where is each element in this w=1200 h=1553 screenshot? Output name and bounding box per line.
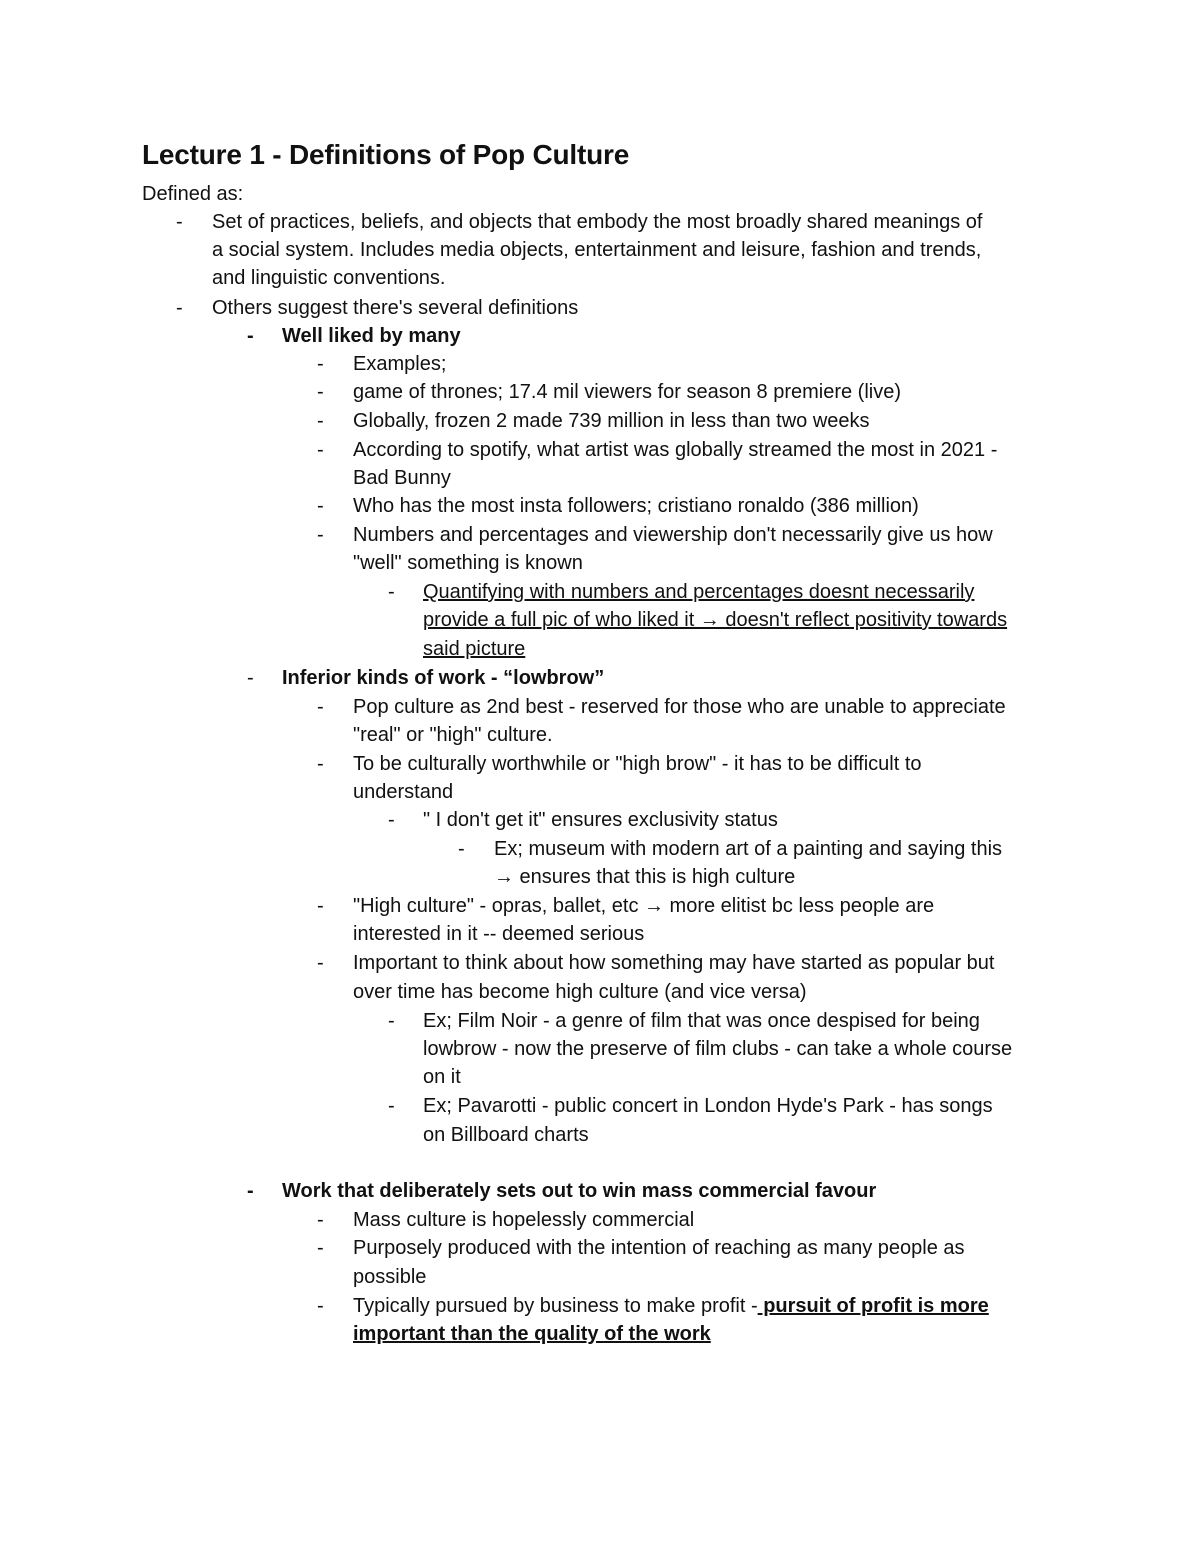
list-item-pavarotti-line-2: on Billboard charts <box>423 1124 589 1146</box>
list-item-numbers-line-1: Numbers and percentages and viewership don't necessarily give us how <box>353 524 993 546</box>
bullet-dash: - <box>176 297 183 319</box>
bullet-dash: - <box>317 410 324 432</box>
list-item-dont-get: " I don't get it" ensures exclusivity status <box>423 809 778 831</box>
list-item-pavarotti-line-1: Ex; Pavarotti - public concert in London Hyde's Park - has songs <box>423 1095 993 1117</box>
bullet-dash: - <box>317 1295 324 1317</box>
list-item-second-best-line-1: Pop culture as 2nd best - reserved for those who are unable to appreciate <box>353 696 1006 718</box>
list-item-quantifying-line-3: said picture <box>423 638 526 660</box>
section-heading-commercial: Work that deliberately sets out to win mass commercial favour <box>282 1180 877 1202</box>
bullet-dash: - <box>458 838 465 860</box>
list-item-film-noir-line-3: on it <box>423 1066 461 1088</box>
list-item-typically-line-1 <box>353 1292 989 1321</box>
bullet-dash: - <box>247 667 254 689</box>
definition-1-line-3: and linguistic conventions. <box>212 267 446 289</box>
bullet-dash: - <box>317 495 324 517</box>
list-item-second-best-line-2: "real" or "high" culture. <box>353 724 553 746</box>
list-item-worthwhile-line-1: To be culturally worthwhile or "high brow" - it has to be difficult to <box>353 753 922 775</box>
list-item-frozen: Globally, frozen 2 made 739 million in less than two weeks <box>353 410 870 432</box>
list-item-purposely-line-2: possible <box>353 1266 427 1288</box>
list-item-important-line-2: over time has become high culture (and vice versa) <box>353 981 807 1003</box>
bullet-dash: - <box>317 1237 324 1259</box>
list-item-film-noir-line-2: lowbrow - now the preserve of film clubs - can take a whole course <box>423 1038 1013 1060</box>
list-item-typically-emphasis-1: pursuit of profit is more <box>757 1295 989 1317</box>
list-item-quantifying-line-2: provide a full pic of who liked it → doesn't reflect positivity towards <box>423 609 1008 631</box>
bullet-dash: - <box>176 211 183 233</box>
list-item-typically-emphasis-2: important than the quality of the work <box>353 1323 711 1345</box>
bullet-dash: - <box>317 1209 324 1231</box>
bullet-dash: - <box>317 952 324 974</box>
bullet-dash: - <box>317 439 324 461</box>
bullet-dash: - <box>247 325 254 347</box>
list-item-worthwhile-line-2: understand <box>353 781 454 803</box>
list-item-insta: Who has the most insta followers; cristiano ronaldo (386 million) <box>353 495 919 517</box>
list-item-museum-line-1: Ex; museum with modern art of a painting and saying this <box>494 838 1003 860</box>
section-heading-well-liked: Well liked by many <box>282 325 461 347</box>
list-item-examples: Examples; <box>353 353 447 375</box>
bullet-dash: - <box>317 381 324 403</box>
definition-2: Others suggest there's several definitions <box>212 297 579 319</box>
definition-1-line-2: a social system. Includes media objects, entertainment and leisure, fashion and trends, <box>212 239 982 261</box>
list-item-mass: Mass culture is hopelessly commercial <box>353 1209 695 1231</box>
list-item-spotify-line-1: According to spotify, what artist was globally streamed the most in 2021 - <box>353 439 998 461</box>
bullet-dash: - <box>388 1095 395 1117</box>
bullet-dash: - <box>317 353 324 375</box>
list-item-purposely-line-1: Purposely produced with the intention of reaching as many people as <box>353 1237 965 1259</box>
bullet-dash: - <box>388 1010 395 1032</box>
bullet-dash: - <box>388 581 395 603</box>
list-item-typically-prefix: Typically pursued by business to make profit - <box>353 1295 758 1317</box>
list-item-important-line-1: Important to think about how something may have started as popular but <box>353 952 995 974</box>
definition-1-line-1: Set of practices, beliefs, and objects that embody the most broadly shared meanings of <box>212 211 983 233</box>
bullet-dash: - <box>388 809 395 831</box>
list-item-quantifying-line-1: Quantifying with numbers and percentages doesnt necessarily <box>423 581 975 603</box>
list-item-film-noir-line-1: Ex; Film Noir - a genre of film that was once despised for being <box>423 1010 980 1032</box>
section-heading-inferior: Inferior kinds of work - “lowbrow” <box>282 667 605 689</box>
list-item-numbers-line-2: "well" something is known <box>353 552 583 574</box>
bullet-dash: - <box>317 524 324 546</box>
bullet-dash: - <box>317 696 324 718</box>
bullet-dash: - <box>247 1180 254 1202</box>
page-title: Lecture 1 - Definitions of Pop Culture <box>142 139 630 170</box>
defined-as-label: Defined as: <box>142 183 244 205</box>
list-item-spotify-line-2: Bad Bunny <box>353 467 451 489</box>
list-item-got: game of thrones; 17.4 mil viewers for season 8 premiere (live) <box>353 381 902 403</box>
list-item-high-culture-line-1: "High culture" - opras, ballet, etc → more elitist bc less people are <box>353 895 935 917</box>
bullet-dash: - <box>317 753 324 775</box>
list-item-high-culture-line-2: interested in it -- deemed serious <box>353 923 645 945</box>
list-item-museum-line-2: → ensures that this is high culture <box>494 866 796 888</box>
bullet-dash: - <box>317 895 324 917</box>
